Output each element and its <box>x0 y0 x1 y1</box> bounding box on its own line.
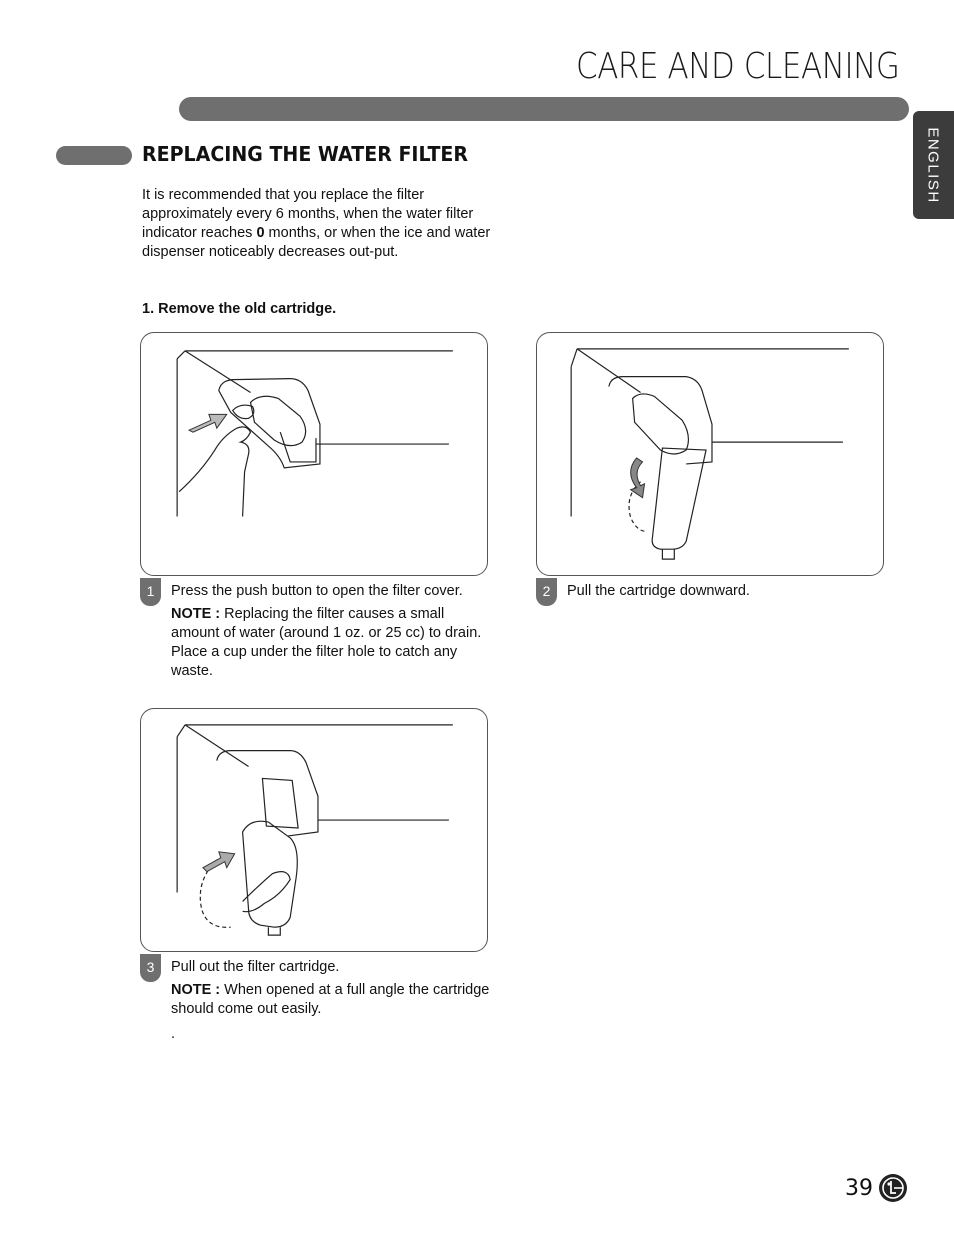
note-label-3: NOTE : <box>171 982 221 998</box>
section-marker <box>56 146 132 165</box>
step-note-3 <box>171 981 491 1019</box>
step-badge-3: 3 <box>140 954 161 982</box>
pull-cartridge-down-illustration <box>537 333 883 575</box>
step-note-1 <box>171 605 491 681</box>
trailing-mark: . <box>171 1026 176 1042</box>
step-caption-3 <box>171 958 491 1044</box>
lg-logo-icon <box>878 1173 908 1203</box>
note-text-3: When opened at a full angle the cartridge should come out easily. <box>171 982 490 1017</box>
step-text-2: Pull the cartridge downward. <box>567 583 750 599</box>
header-bar <box>179 97 909 121</box>
illustration-panel-1 <box>140 332 488 576</box>
note-label-1: NOTE : <box>171 606 221 622</box>
step-caption-2 <box>567 582 887 601</box>
step-badge-2: 2 <box>536 578 557 606</box>
intro-text-2: months, or when the ice and water dispenser noticeably decreases out-put. <box>142 225 491 260</box>
page-header-title: CARE AND CLEANING <box>576 46 900 87</box>
section-title: REPLACING THE WATER FILTER <box>142 142 469 166</box>
language-tab <box>913 111 954 219</box>
step-badge-1: 1 <box>140 578 161 606</box>
intro-bold: 0 <box>256 225 265 241</box>
intro-paragraph <box>142 186 507 262</box>
step-caption-1 <box>171 582 491 681</box>
note-text-1: Replacing the filter causes a small amount of water (around 1 oz. or 25 cc) to drain. Place a cup under the filter hole to catch any waste. <box>171 606 482 679</box>
illustration-panel-3 <box>140 708 488 952</box>
press-button-illustration <box>141 333 487 575</box>
step-text-3: Pull out the filter cartridge. <box>171 959 340 975</box>
illustration-panel-2 <box>536 332 884 576</box>
pull-out-cartridge-illustration <box>141 709 487 951</box>
step-text-1: Press the push button to open the filter cover. <box>171 583 463 599</box>
language-tab-label: ENGLISH <box>925 126 943 204</box>
intro-text-1: It is recommended that you replace the filter approximately every 6 months, when the water filter indicator reaches <box>142 187 474 241</box>
page-number: 39 <box>845 1176 873 1201</box>
step-heading: 1. Remove the old cartridge. <box>142 301 337 317</box>
